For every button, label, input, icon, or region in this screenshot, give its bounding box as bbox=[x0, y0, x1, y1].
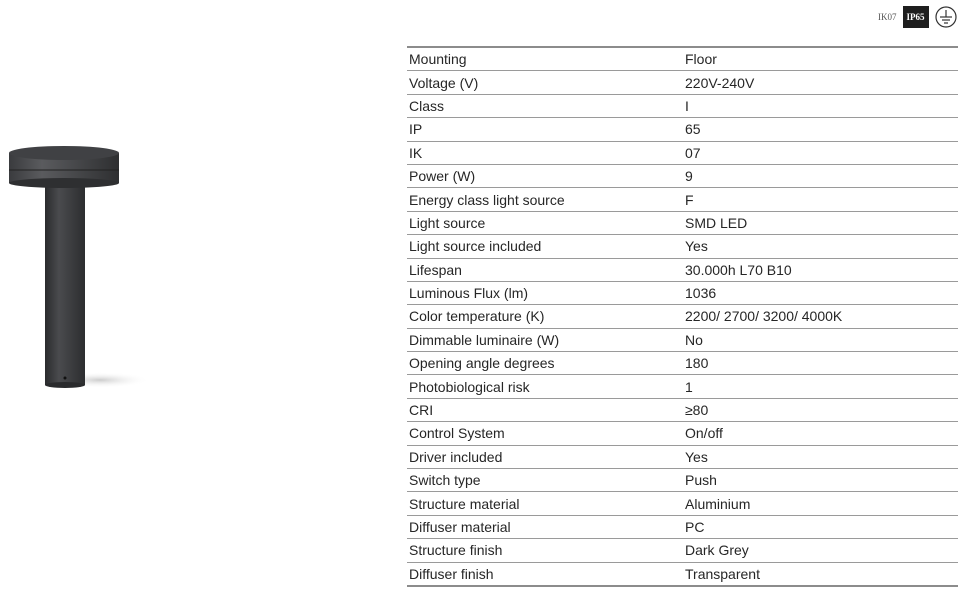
spec-label: Class bbox=[407, 94, 683, 117]
spec-value: No bbox=[683, 328, 958, 351]
spec-value: 1036 bbox=[683, 281, 958, 304]
spec-value: F bbox=[683, 188, 958, 211]
spec-label: Diffuser finish bbox=[407, 562, 683, 586]
spec-row bbox=[407, 141, 958, 164]
earth-ground-icon bbox=[935, 6, 957, 28]
spec-label: CRI bbox=[407, 398, 683, 421]
spec-row bbox=[407, 188, 958, 211]
spec-value: On/off bbox=[683, 422, 958, 445]
spec-value: 1 bbox=[683, 375, 958, 398]
spec-label: Color temperature (K) bbox=[407, 305, 683, 328]
spec-label: IP bbox=[407, 118, 683, 141]
spec-row bbox=[407, 422, 958, 445]
spec-row bbox=[407, 211, 958, 234]
spec-row bbox=[407, 94, 958, 117]
spec-value: Floor bbox=[683, 47, 958, 71]
spec-row bbox=[407, 118, 958, 141]
spec-value: Dark Grey bbox=[683, 539, 958, 562]
spec-value: 9 bbox=[683, 164, 958, 187]
spec-label: IK bbox=[407, 141, 683, 164]
spec-label: Structure material bbox=[407, 492, 683, 515]
spec-label: Voltage (V) bbox=[407, 71, 683, 94]
spec-row bbox=[407, 492, 958, 515]
spec-row bbox=[407, 328, 958, 351]
spec-row bbox=[407, 352, 958, 375]
spec-label: Light source bbox=[407, 211, 683, 234]
spec-label: Light source included bbox=[407, 235, 683, 258]
spec-row bbox=[407, 539, 958, 562]
spec-row bbox=[407, 562, 958, 586]
spec-label: Mounting bbox=[407, 47, 683, 71]
spec-row bbox=[407, 281, 958, 304]
spec-label: Lifespan bbox=[407, 258, 683, 281]
spec-value: 07 bbox=[683, 141, 958, 164]
spec-value: 220V-240V bbox=[683, 71, 958, 94]
spec-label: Photobiological risk bbox=[407, 375, 683, 398]
spec-value: PC bbox=[683, 515, 958, 538]
spec-value: 65 bbox=[683, 118, 958, 141]
spec-row bbox=[407, 258, 958, 281]
spec-label: Dimmable luminaire (W) bbox=[407, 328, 683, 351]
product-image-bollard bbox=[0, 140, 160, 400]
spec-value: Transparent bbox=[683, 562, 958, 586]
spec-value: I bbox=[683, 94, 958, 117]
spec-row bbox=[407, 47, 958, 71]
specifications-table bbox=[407, 46, 958, 587]
spec-label: Structure finish bbox=[407, 539, 683, 562]
spec-row bbox=[407, 71, 958, 94]
spec-value: Push bbox=[683, 469, 958, 492]
certification-badges bbox=[878, 6, 957, 28]
spec-label: Switch type bbox=[407, 469, 683, 492]
spec-row bbox=[407, 469, 958, 492]
spec-label: Diffuser material bbox=[407, 515, 683, 538]
spec-row bbox=[407, 375, 958, 398]
spec-label: Energy class light source bbox=[407, 188, 683, 211]
spec-label: Power (W) bbox=[407, 164, 683, 187]
spec-value: Aluminium bbox=[683, 492, 958, 515]
ik-rating-badge: IK07 bbox=[878, 12, 897, 22]
spec-label: Opening angle degrees bbox=[407, 352, 683, 375]
spec-label: Luminous Flux (lm) bbox=[407, 281, 683, 304]
spec-row bbox=[407, 305, 958, 328]
spec-value: ≥80 bbox=[683, 398, 958, 421]
spec-value: Yes bbox=[683, 235, 958, 258]
spec-value: SMD LED bbox=[683, 211, 958, 234]
ip-rating-badge: IP65 bbox=[903, 6, 929, 28]
spec-row bbox=[407, 164, 958, 187]
spec-label: Control System bbox=[407, 422, 683, 445]
spec-value: 2200/ 2700/ 3200/ 4000K bbox=[683, 305, 958, 328]
spec-value: 180 bbox=[683, 352, 958, 375]
spec-row bbox=[407, 515, 958, 538]
spec-value: Yes bbox=[683, 445, 958, 468]
spec-row bbox=[407, 445, 958, 468]
spec-row bbox=[407, 398, 958, 421]
spec-row bbox=[407, 235, 958, 258]
spec-label: Driver included bbox=[407, 445, 683, 468]
spec-value: 30.000h L70 B10 bbox=[683, 258, 958, 281]
